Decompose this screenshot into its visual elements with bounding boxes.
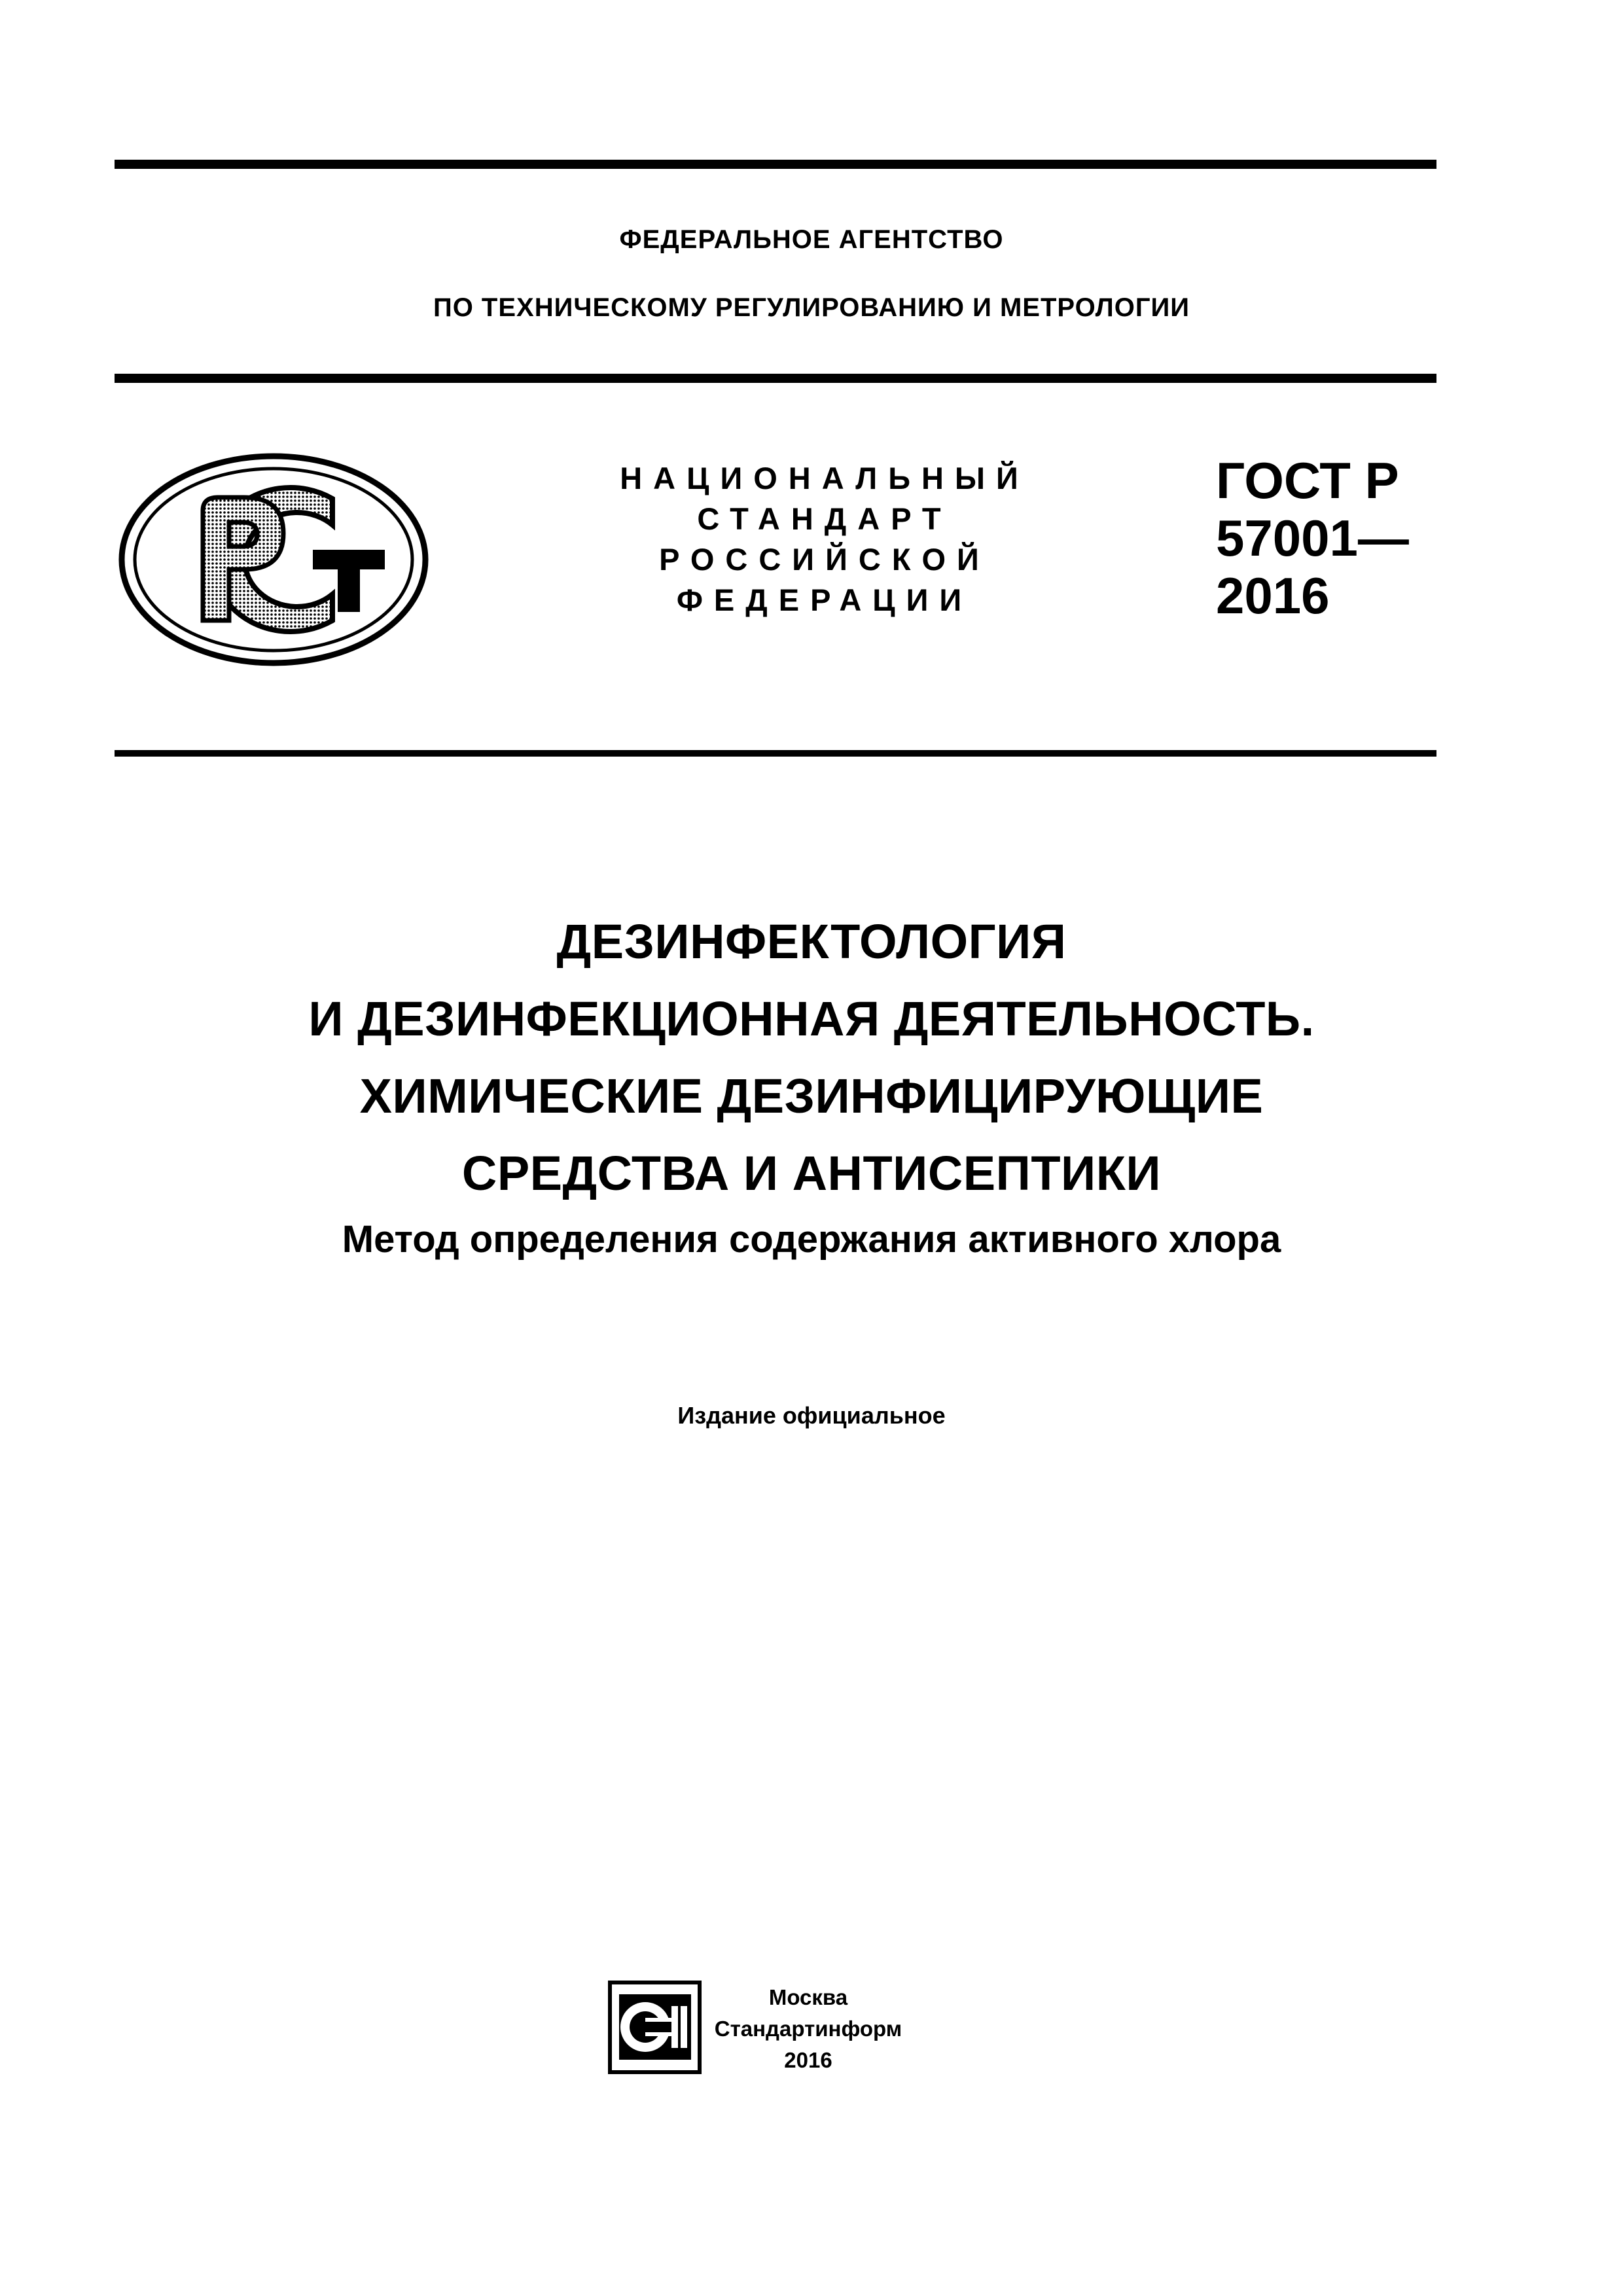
document-subtitle: Метод определения содержания активного хлора (342, 1218, 1281, 1261)
publisher-block (713, 1982, 903, 2076)
mid-rule (115, 750, 1436, 757)
edition-label: Издание официальное (677, 1402, 946, 1429)
publisher-name: Стандартинформ (714, 2017, 902, 2041)
header-rule (115, 374, 1436, 383)
standard-type-line-3: РОССИЙСКОЙ (659, 542, 990, 577)
publisher-year: 2016 (784, 2048, 832, 2072)
gost-r-certification-mark-icon (116, 452, 431, 668)
document-title (0, 903, 1623, 1212)
title-line-3: ХИМИЧЕСКИЕ ДЕЗИНФИЦИРУЮЩИЕ (359, 1069, 1264, 1123)
standard-type-line-1: НАЦИОНАЛЬНЫЙ (620, 461, 1029, 495)
standard-type-line-2: СТАНДАРТ (697, 501, 952, 536)
agency-line-2: ПО ТЕХНИЧЕСКОМУ РЕГУЛИРОВАНИЮ И МЕТРОЛОГИИ (433, 293, 1190, 322)
designation-line-2: 57001— (1216, 509, 1409, 567)
standard-designation (1216, 452, 1409, 624)
publisher-city: Москва (768, 1985, 848, 2009)
standard-type (576, 458, 1073, 620)
designation-line-1: ГОСТ Р (1216, 452, 1399, 509)
title-line-1: ДЕЗИНФЕКТОЛОГИЯ (556, 914, 1067, 969)
standartinform-logo-icon (607, 1980, 702, 2075)
title-line-2: И ДЕЗИНФЕКЦИОННАЯ ДЕЯТЕЛЬНОСТЬ. (308, 992, 1315, 1046)
title-line-4: СРЕДСТВА И АНТИСЕПТИКИ (461, 1146, 1162, 1200)
standard-type-line-4: ФЕДЕРАЦИИ (676, 583, 973, 617)
top-rule (115, 160, 1436, 169)
designation-line-3: 2016 (1216, 567, 1330, 624)
agency-line-1: ФЕДЕРАЛЬНОЕ АГЕНТСТВО (619, 225, 1004, 254)
